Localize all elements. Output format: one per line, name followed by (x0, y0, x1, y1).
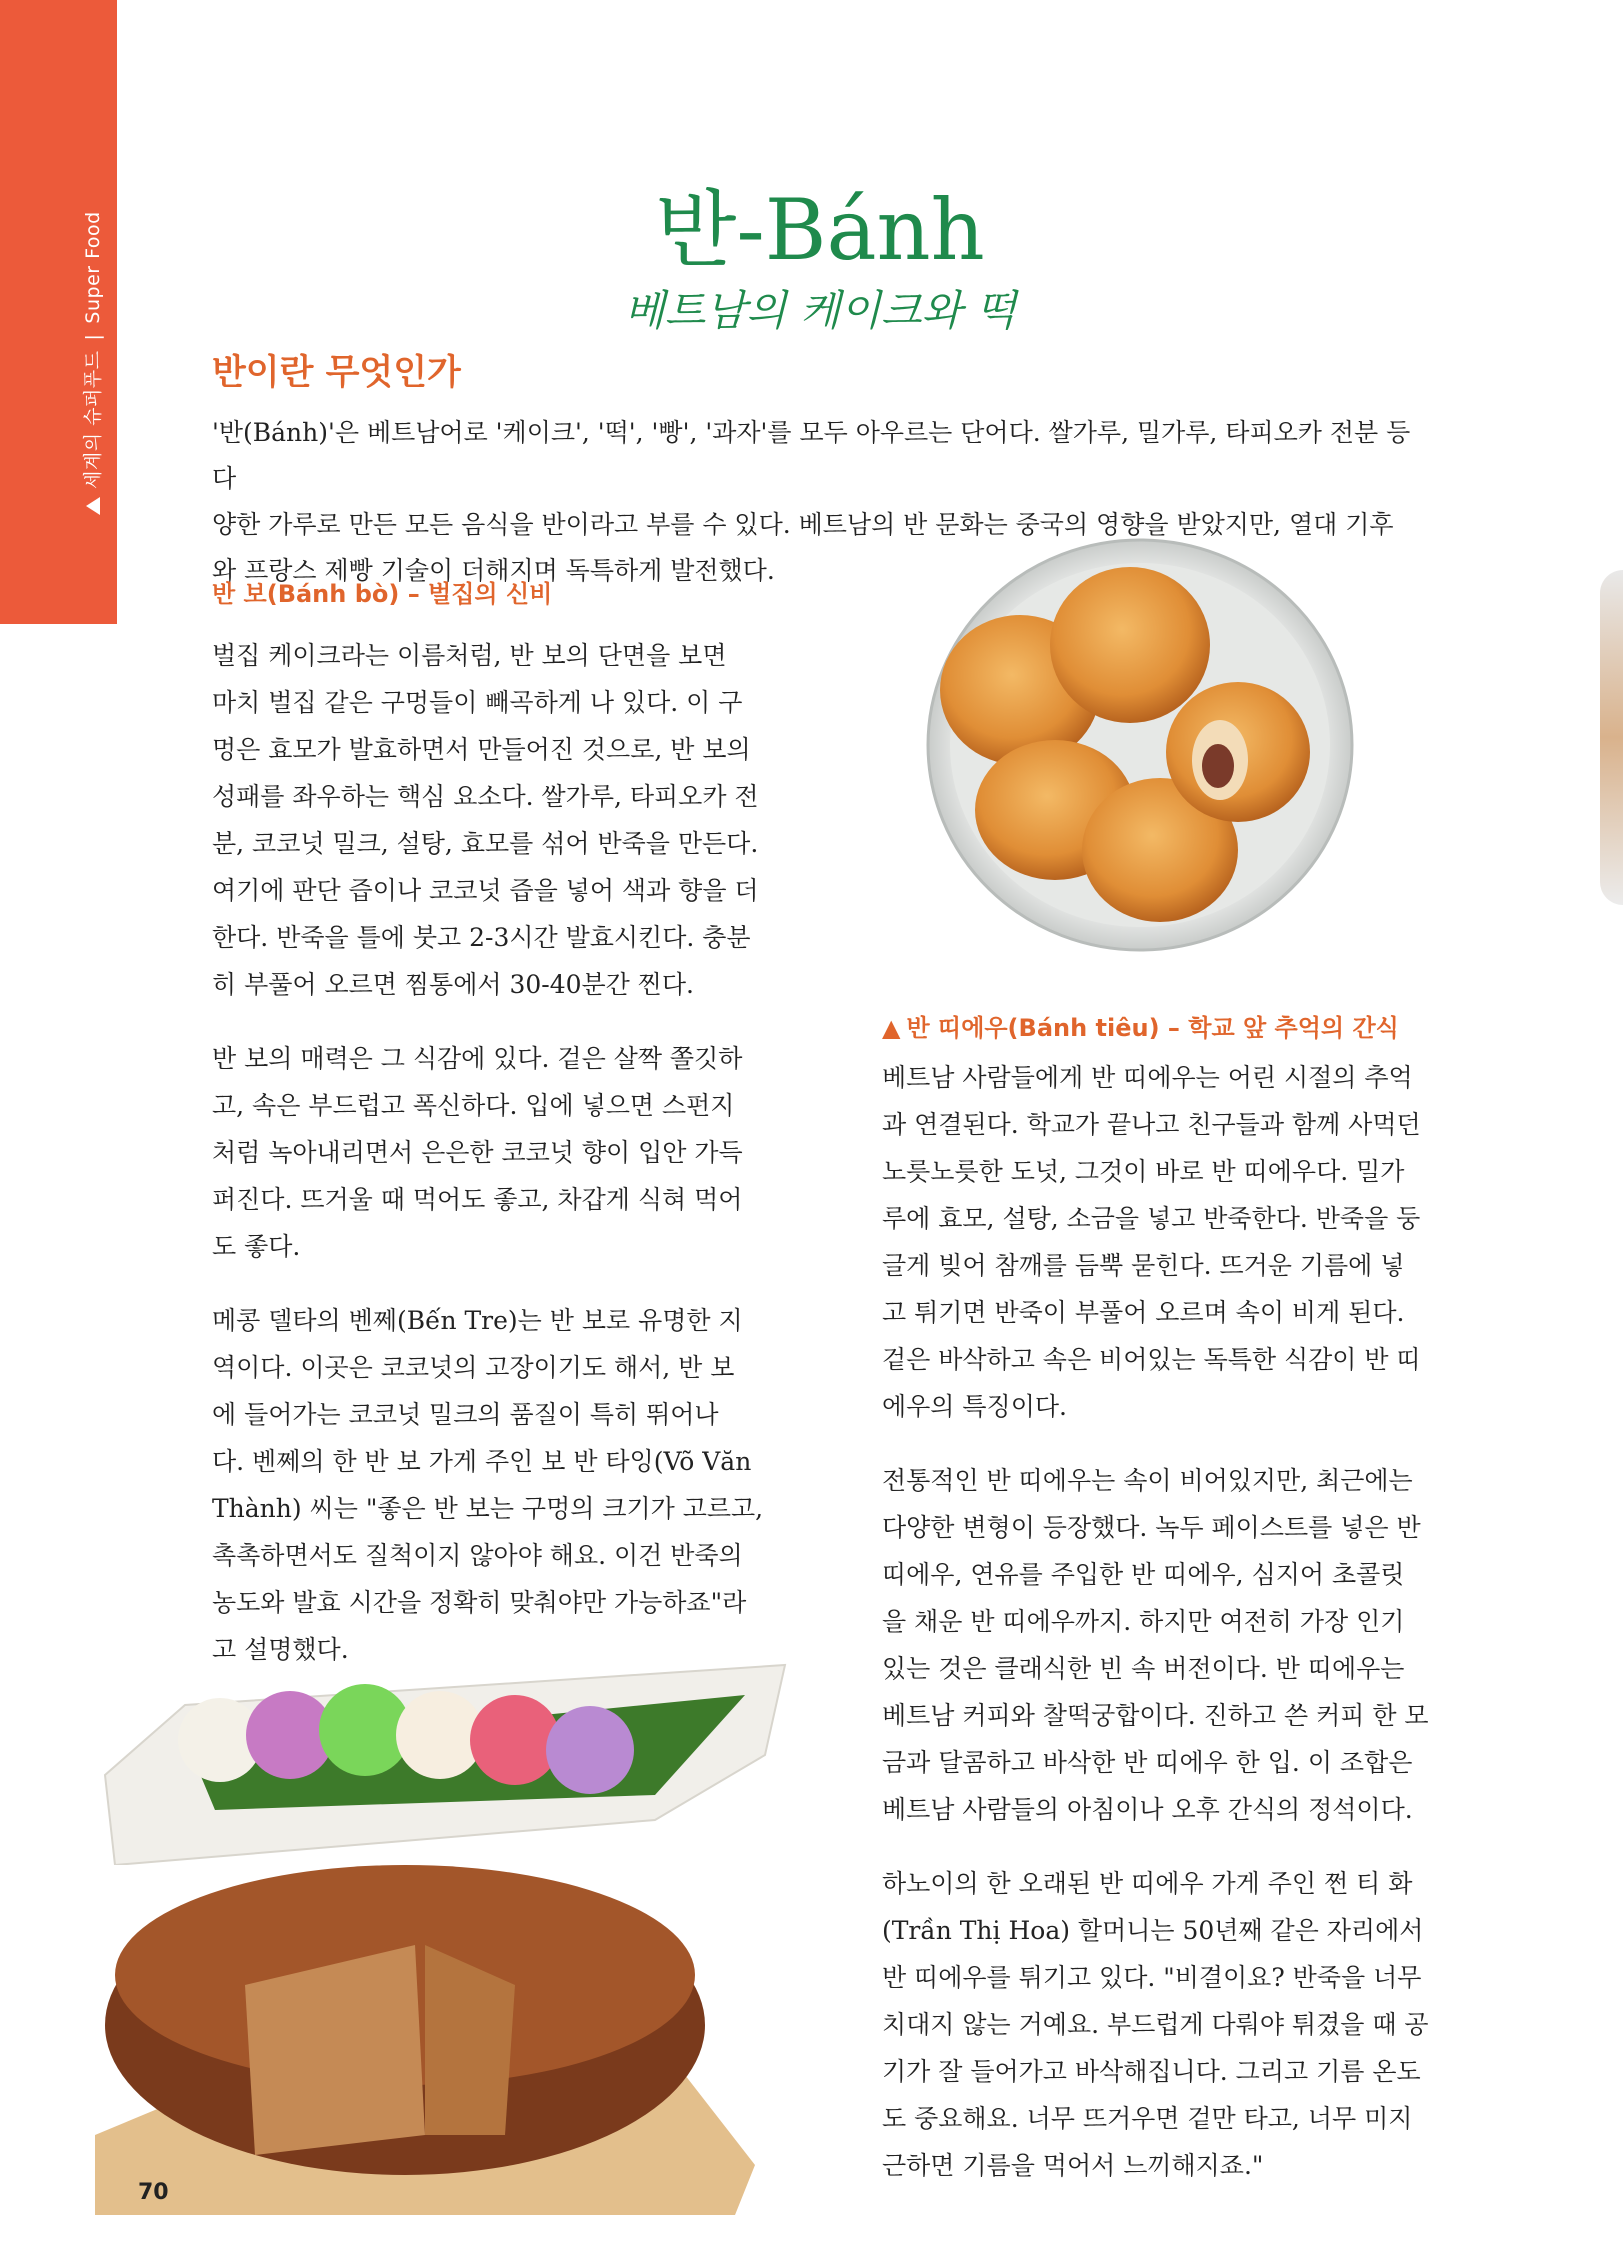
banh-tieu-paragraph-2 (882, 1457, 1448, 1833)
intro-line: 와 프랑스 제빵 기술이 더해지며 독특하게 발전했다. (212, 556, 775, 585)
banh-bo-paragraph-1 (212, 632, 772, 1008)
text-line: 여기에 판단 즙이나 코코넛 즙을 넣어 색과 향을 더 (212, 876, 759, 905)
cropped-edge-photo (1600, 570, 1623, 905)
side-tab-label-kr: 세계의 슈퍼푸드 (82, 350, 104, 489)
triangle-marker-icon: ▲ (882, 1014, 901, 1042)
text-line: 성패를 좌우하는 핵심 요소다. 쌀가루, 타피오카 전 (212, 782, 759, 811)
text-line: 띠에우, 연유를 주입한 반 띠에우, 심지어 초콜릿 (882, 1560, 1405, 1589)
text-line: 촉촉하면서도 질척이지 않아야 해요. 이건 반죽의 (212, 1541, 743, 1570)
banh-tieu-bowl-photo (920, 530, 1360, 970)
text-line: 다양한 변형이 등장했다. 녹두 페이스트를 넣은 반 (882, 1513, 1421, 1542)
banh-tieu-paragraph-3 (882, 1860, 1448, 2189)
text-line: 루에 효모, 설탕, 소금을 넣고 반죽한다. 반죽을 둥 (882, 1204, 1421, 1233)
text-line: 고, 속은 부드럽고 폭신하다. 입에 넣으면 스펀지 (212, 1091, 735, 1120)
text-line: 노릇노릇한 도넛, 그것이 바로 반 띠에우다. 밀가 (882, 1157, 1405, 1186)
text-line: 하노이의 한 오래된 반 띠에우 가게 주인 쩐 티 화 (882, 1869, 1413, 1898)
text-line: 도 좋다. (212, 1232, 301, 1261)
banh-tieu-heading (882, 1008, 1399, 1043)
text-line: 처럼 녹아내리면서 은은한 코코넛 향이 입안 가득 (212, 1138, 743, 1167)
banh-bo-flower-photo (95, 1605, 795, 1865)
banh-tieu-column (882, 1054, 1448, 2216)
text-line: 베트남 커피와 찰떡궁합이다. 진하고 쓴 커피 한 모 (882, 1701, 1429, 1730)
text-line: 있는 것은 클래식한 빈 속 버전이다. 반 띠에우는 (882, 1654, 1405, 1683)
text-line: 고 설명했다. (212, 1635, 349, 1664)
text-line: 퍼진다. 뜨거울 때 먹어도 좋고, 차갑게 식혀 먹어 (212, 1185, 743, 1214)
intro-heading: 반이란 무엇인가 (212, 353, 461, 393)
text-line: 도 중요해요. 너무 뜨거우면 겉만 타고, 너무 미지 (882, 2104, 1413, 2133)
text-line: 농도와 발효 시간을 정확히 맞춰야만 가능하죠"라 (212, 1588, 747, 1617)
text-line: 반 띠에우를 튀기고 있다. "비결이요? 반죽을 너무 (882, 1963, 1422, 1992)
text-line: Thành) 씨는 "좋은 반 보는 구멍의 크기가 고르고, (212, 1494, 764, 1523)
intro-line: 양한 가루로 만든 모든 음식을 반이라고 부를 수 있다. 베트남의 반 문화는 중국의 영향을 받았지만, 열대 기후 (212, 510, 1394, 539)
text-line: 마치 벌집 같은 구멍들이 빼곡하게 나 있다. 이 구 (212, 688, 743, 717)
text-line: 에 들어가는 코코넛 밀크의 품질이 특히 뛰어나 (212, 1400, 719, 1429)
text-line: 에우의 특징이다. (882, 1392, 1067, 1421)
banh-bo-cake-photo (95, 1835, 755, 2215)
banh-bo-paragraph-2 (212, 1035, 772, 1270)
banh-bo-column (212, 632, 772, 1700)
page-subtitle: 베트남의 케이크와 떡 (624, 286, 1016, 335)
text-line: 고 튀기면 반죽이 부풀어 오르며 속이 비게 된다. (882, 1298, 1405, 1327)
text-line: 기가 잘 들어가고 바삭해집니다. 그리고 기름 온도 (882, 2057, 1421, 2086)
text-line: 과 연결된다. 학교가 끝나고 친구들과 함께 사먹던 (882, 1110, 1421, 1139)
side-tab-separator: | (82, 333, 104, 341)
text-line: 한다. 반죽을 틀에 붓고 2-3시간 발효시킨다. 충분 (212, 923, 751, 952)
banh-tieu-paragraph-1 (882, 1054, 1448, 1430)
text-line: 글게 빚어 참깨를 듬뿍 묻힌다. 뜨거운 기름에 넣 (882, 1251, 1405, 1280)
text-line: 베트남 사람들에게 반 띠에우는 어린 시절의 추억 (882, 1063, 1413, 1092)
text-line: 분, 코코넛 밀크, 설탕, 효모를 섞어 반죽을 만든다. (212, 829, 759, 858)
mountain-icon (86, 497, 100, 515)
page-number: 70 (138, 2180, 169, 2205)
intro-line: '반(Bánh)'은 베트남어로 '케이크', '떡', '빵', '과자'를 모두 아우르는 단어다. 쌀가루, 밀가루, 타피오카 전분 등 다 (212, 418, 1411, 493)
text-line: 겉은 바삭하고 속은 비어있는 독특한 식감이 반 띠 (882, 1345, 1421, 1374)
side-tab-label-en: Super Food (82, 211, 104, 324)
banh-bo-heading: 반 보(Bánh bò) – 벌집의 신비 (212, 580, 553, 608)
text-line: 베트남 사람들의 아침이나 오후 간식의 정석이다. (882, 1795, 1413, 1824)
banh-tieu-heading-text: 반 띠에우(Bánh tiêu) – 학교 앞 추억의 간식 (906, 1014, 1399, 1042)
side-tab-label (78, 211, 105, 515)
text-line: 전통적인 반 띠에우는 속이 비어있지만, 최근에는 (882, 1466, 1413, 1495)
text-line: 을 채운 반 띠에우까지. 하지만 여전히 가장 인기 (882, 1607, 1405, 1636)
text-line: 금과 달콤하고 바삭한 반 띠에우 한 입. 이 조합은 (882, 1748, 1413, 1777)
text-line: 반 보의 매력은 그 식감에 있다. 겉은 살짝 쫄깃하 (212, 1044, 743, 1073)
text-line: 치대지 않는 거예요. 부드럽게 다뤄야 튀겼을 때 공 (882, 2010, 1429, 2039)
text-line: (Trần Thị Hoa) 할머니는 50년째 같은 자리에서 (882, 1916, 1424, 1945)
text-line: 역이다. 이곳은 코코넛의 고장이기도 해서, 반 보 (212, 1353, 735, 1382)
page-title: 반-Bánh (655, 181, 985, 279)
text-line: 멍은 효모가 발효하면서 만들어진 것으로, 반 보의 (212, 735, 751, 764)
text-line: 히 부풀어 오르면 찜통에서 30-40분간 찐다. (212, 970, 695, 999)
text-line: 다. 벤쩨의 한 반 보 가게 주인 보 반 타잉(Võ Văn (212, 1447, 752, 1476)
text-line: 메콩 델타의 벤쩨(Bến Tre)는 반 보로 유명한 지 (212, 1306, 743, 1335)
text-line: 근하면 기름을 먹어서 느끼해지죠." (882, 2151, 1264, 2180)
text-line: 벌집 케이크라는 이름처럼, 반 보의 단면을 보면 (212, 641, 727, 670)
